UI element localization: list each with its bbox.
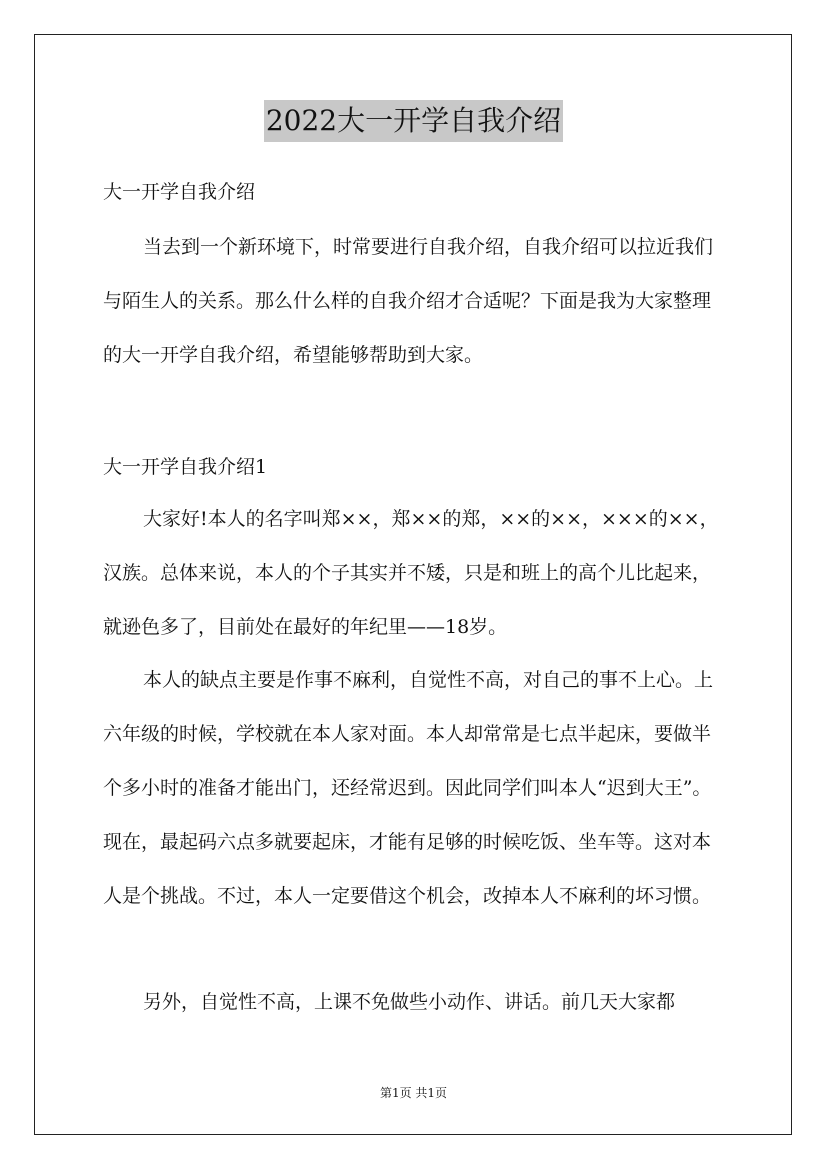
section1-paragraph-3: 另外，自觉性不高，上课不免做些小动作、讲话。前几天大家都 [143, 991, 676, 1013]
heading-intro: 大一开学自我介绍 [103, 181, 256, 203]
section1-paragraph-2: 本人的缺点主要是作事不麻利，自觉性不高，对自己的事不上心。上六年级的时候，学校就在本人家对面。本人却常常是七点半起床，要做半个多小时的准备才能出门，还经常迟到。因此同学们叫本人“迟到大王”。现在，最起码六点多就要起床，才能有足够的时候吃饭、坐车等。这对本人是个挑战。不过，本人一定要借这个机会，改掉本人不麻利的坏习惯。 [103, 669, 714, 907]
intro-paragraph: 当去到一个新环境下，时常要进行自我介绍，自我介绍可以拉近我们与陌生人的关系。那么什么样的自我介绍才合适呢？下面是我为大家整理的大一开学自我介绍，希望能够帮助到大家。 [103, 236, 714, 366]
document-title [0, 100, 827, 142]
document-title-text: 2022大一开学自我介绍 [264, 100, 563, 142]
section1-paragraph-1: 大家好!本人的名字叫郑××，郑××的郑，××的××，×××的××，汉族。总体来说，本人的个子其实并不矮，只是和班上的高个儿比起来，就逊色多了，目前处在最好的年纪里——18岁。 [103, 508, 719, 638]
heading-section-1: 大一开学自我介绍1 [103, 456, 268, 478]
page-footer: 第1页 共1页 [379, 1086, 448, 1100]
